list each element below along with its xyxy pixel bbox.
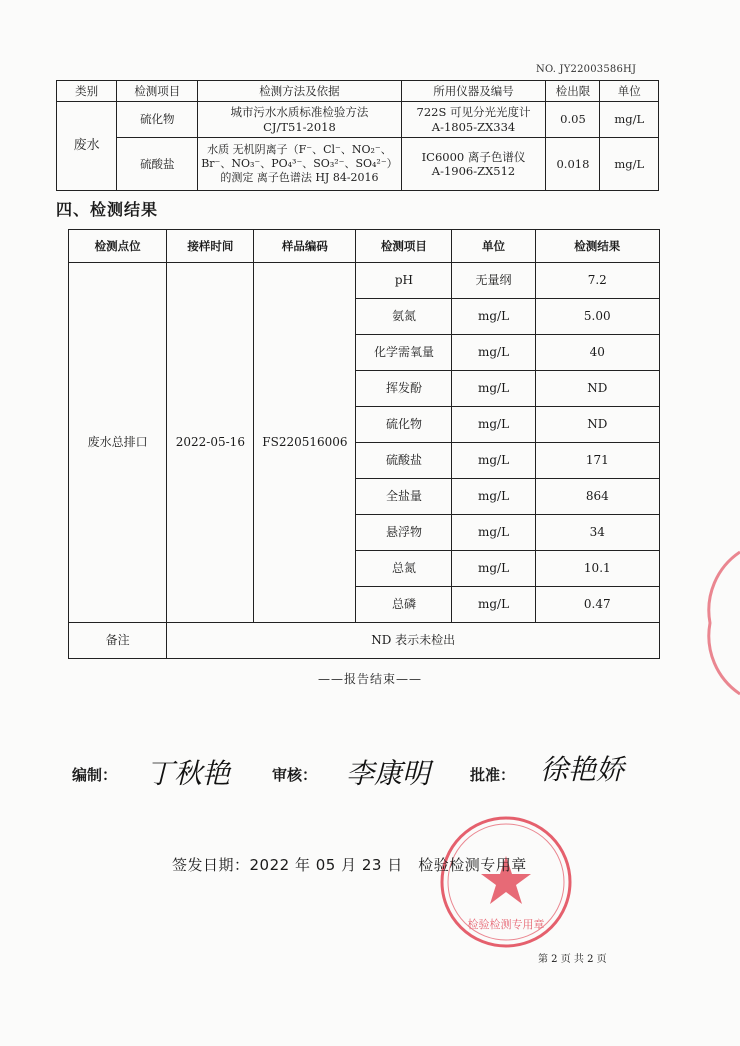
result-value: 864 [535,479,659,515]
result-value: 171 [535,443,659,479]
issue-date-line: 签发日期：2022 年 05 月 23 日 检验检测专用章 [172,856,527,874]
method-cell [198,102,401,138]
result-item: 氨氮 [356,299,452,335]
header-date: 接样时间 [167,230,254,263]
method-cell [198,138,401,191]
result-unit: mg/L [452,371,535,407]
method-item: 硫酸盐 [117,138,198,191]
approver-label: 批准： [470,766,516,784]
result-unit: mg/L [452,335,535,371]
result-value: 7.2 [535,263,659,299]
page-number: 第 2 页 共 2 页 [538,954,607,965]
result-value: ND [535,371,659,407]
method-item: 硫化物 [117,102,198,138]
official-seal [436,812,576,952]
document-number: NO. JY22003586HJ [536,64,637,75]
header-result: 检测结果 [535,230,659,263]
method-line: Br⁻、NO₃⁻、PO₄³⁻、SO₃²⁻、SO₄²⁻） [201,157,398,171]
result-unit: 无量纲 [452,263,535,299]
editor-label: 编制： [72,766,118,784]
instrument-cell [401,138,546,191]
header-item: 检测项目 [356,230,452,263]
section-title: 四、检测结果 [56,200,159,219]
remark-text: ND 表示未检出 [167,623,660,659]
result-item: 硫化物 [356,407,452,443]
unit-cell: mg/L [600,138,659,191]
result-unit: mg/L [452,587,535,623]
editor-signature: 丁秋艳 [146,757,231,790]
location-cell: 废水总排口 [69,263,167,623]
instrument-line: A-1805-ZX334 [431,119,516,134]
side-seal-fragment [706,548,740,698]
result-item: 总氮 [356,551,452,587]
result-value: 5.00 [535,299,659,335]
header-unit: 单位 [600,81,659,102]
header-location: 检测点位 [69,230,167,263]
header-item: 检测项目 [117,81,198,102]
approver-signature: 徐艳娇 [540,753,625,786]
report-end-line: ——报告结束—— [317,672,422,686]
header-limit: 检出限 [546,81,600,102]
result-value: 34 [535,515,659,551]
result-unit: mg/L [452,551,535,587]
result-unit: mg/L [452,479,535,515]
instrument-line: A-1906-ZX512 [431,164,516,178]
date-cell: 2022-05-16 [167,263,254,623]
instrument-line: 722S 可见分光光度计 [416,105,531,120]
result-unit: mg/L [452,299,535,335]
result-item: pH [356,263,452,299]
reviewer-label: 审核： [272,766,318,784]
result-item: 全盐量 [356,479,452,515]
sample-code-cell: FS220516006 [254,263,356,623]
instrument-cell [401,102,546,138]
unit-cell: mg/L [600,102,659,138]
result-item: 化学需氧量 [356,335,452,371]
result-unit: mg/L [452,515,535,551]
header-category: 类别 [57,81,117,102]
instrument-line: IC6000 离子色谱仪 [421,149,526,164]
result-unit: mg/L [452,407,535,443]
method-line: 水质 无机阴离子（F⁻、Cl⁻、NO₂⁻、 [207,143,392,157]
result-value: ND [535,407,659,443]
result-unit: mg/L [452,443,535,479]
method-table [56,80,659,191]
result-item: 挥发酚 [356,371,452,407]
reviewer-signature: 李康明 [346,757,431,790]
remark-label: 备注 [69,623,167,659]
category-cell: 废水 [57,102,117,191]
method-line: 城市污水水质标准检验方法 [230,105,369,120]
result-value: 40 [535,335,659,371]
result-table [68,229,660,659]
result-item: 总磷 [356,587,452,623]
result-item: 硫酸盐 [356,443,452,479]
limit-cell: 0.05 [546,102,600,138]
header-method: 检测方法及依据 [198,81,401,102]
result-value: 0.47 [535,587,659,623]
method-line: CJ/T51-2018 [263,119,336,134]
method-line: 的测定 离子色谱法 HJ 84-2016 [220,170,379,184]
limit-cell: 0.018 [546,138,600,191]
header-instrument: 所用仪器及编号 [401,81,546,102]
header-unit: 单位 [452,230,535,263]
result-value: 10.1 [535,551,659,587]
header-sample-code: 样品编码 [254,230,356,263]
seal-text: 检验检测专用章 [467,918,545,931]
result-item: 悬浮物 [356,515,452,551]
